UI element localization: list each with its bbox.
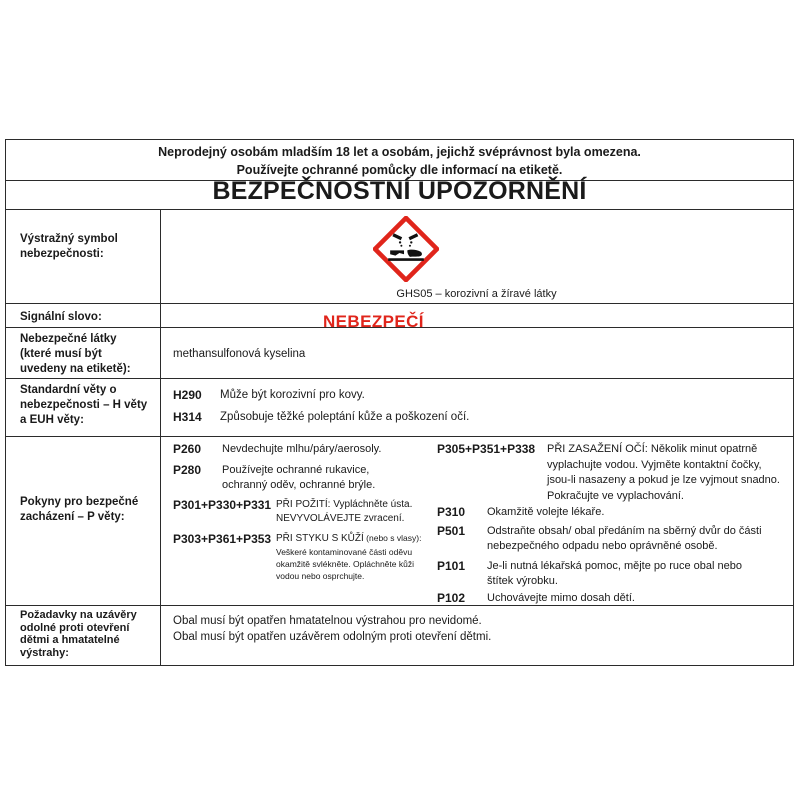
p-code: P102 [437, 591, 466, 605]
sale-warning [6, 143, 793, 179]
p-code: P303+P361+P353 [173, 532, 272, 546]
h-statements-label: Standardní věty o nebezpečnosti – H věty a EUH věty: [20, 384, 148, 426]
h-code: H290 [173, 388, 202, 402]
p-text: Odstraňte obsah/ obal předáním na sběrný dvůr do části nebezpečného odpadu nebo oprávněné osobě. [487, 525, 762, 552]
p-code: P260 [173, 442, 202, 456]
sale-warning-line: Používejte ochranné pomůcky dle informací na etiketě. [236, 163, 563, 177]
substances-value: methansulfonová kyselina [173, 348, 306, 360]
requirements-label: Požadavky na uzávěry odolné proti otevření dětmi a hmatatelné výstrahy: [20, 609, 137, 659]
p-code: P101 [437, 559, 466, 573]
p-code: P305+P351+P338 [437, 442, 536, 456]
p-code: P280 [173, 463, 202, 477]
p-text-main: PŘI STYKU S KŮŽÍ [276, 533, 364, 544]
p-text: Uchovávejte mimo dosah dětí. [487, 592, 635, 604]
p-code: P301+P330+P331 [173, 498, 272, 512]
h-text: Může být korozivní pro kovy. [220, 389, 365, 401]
divider [6, 303, 793, 304]
divider [6, 378, 793, 379]
sale-warning-line: Neprodejný osobám mladším 18 let a osobám, jejichž svéprávnost byla omezena. [158, 145, 641, 159]
safety-label [5, 139, 794, 666]
divider [6, 436, 793, 437]
p-code: P310 [437, 505, 466, 519]
signal-word-label: Signální slovo: [20, 311, 102, 323]
substances-label: Nebezpečné látky (které musí být uvedeny na etiketě): [20, 333, 131, 375]
p-text: Nevdechujte mlhu/páry/aerosoly. [222, 443, 382, 455]
signal-word-value: NEBEZPEČÍ [323, 312, 424, 331]
p-text-note: (nebo s vlasy): [363, 533, 422, 543]
p-text [547, 442, 787, 504]
p-text-first: PŘI ZASAŽENÍ OČÍ: Několik minut opatrně vyplachujte vodou. Vyjměte kontaktní čočky, jsou-li nasazeny a pokud je lze vyjmout snadno. Pokračujte ve vyplachování. [547, 443, 780, 502]
ghs05-corrosion-icon [373, 216, 439, 282]
requirement-line: Obal musí být opatřen hmatatelnou výstrahou pro nevidomé. [173, 615, 482, 627]
label-title: BEZPEČNOSTNÍ UPOZORNĚNÍ [212, 177, 587, 205]
p-text: Okamžitě volejte lékaře. [487, 506, 605, 518]
p-text-rest: Veškeré kontaminované části oděvu okamžitě svlékněte. Opláchněte kůži vodou nebo osprchujte. [276, 546, 414, 581]
p-text: Je-li nutná lékařská pomoc, mějte po ruce obal nebo štítek výrobku. [487, 560, 742, 587]
p-statements-label: Pokyny pro bezpečné zacházení – P věty: [20, 496, 139, 523]
requirement-line: Obal musí být opatřen uzávěrem odolným proti otevření dětmi. [173, 631, 492, 643]
pictogram-caption: GHS05 – korozivní a žíravé látky [396, 288, 557, 300]
pictogram-label: Výstražný symbol nebezpečnosti: [20, 233, 118, 260]
h-code: H314 [173, 410, 202, 424]
column-divider [160, 209, 161, 665]
divider [6, 209, 793, 210]
p-text [276, 532, 434, 582]
p-code: P501 [437, 524, 466, 538]
h-text: Způsobuje těžké poleptání kůže a poškození očí. [220, 411, 470, 423]
p-text: Používejte ochranné rukavice, ochranný oděv, ochranné brýle. [222, 464, 376, 491]
p-text: PŘI POŽITÍ: Vypláchněte ústa. NEVYVOLÁVEJTE zvracení. [276, 499, 413, 524]
